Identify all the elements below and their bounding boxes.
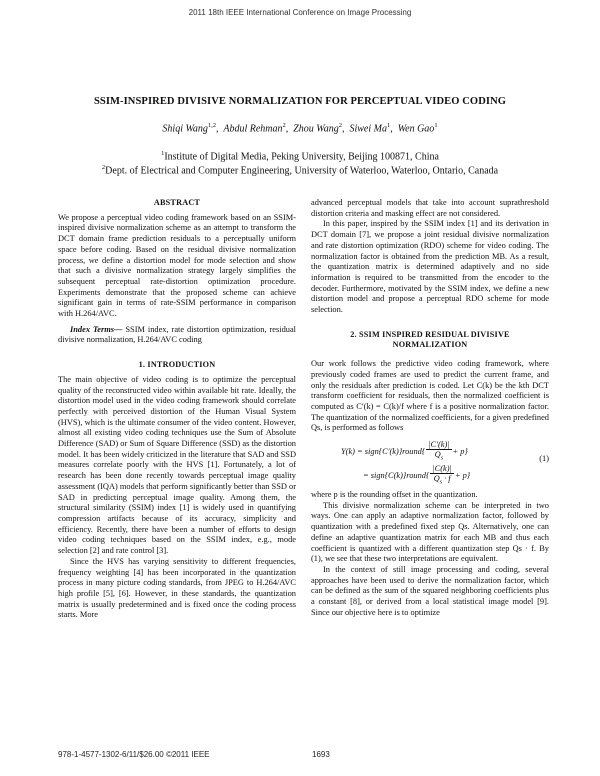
right-paragraph-1: advanced perceptual models that take into account suprathreshold distortion criteria and masking effect are not considered. — [311, 198, 549, 218]
author-separator: , — [341, 123, 350, 135]
author-list — [0, 122, 600, 134]
right-paragraph-2: In this paper, inspired by the SSIM index [1] and its derivation in DCT domain [7], we propose a joint residual divisive normalization and rate distortion optimization (RDO) scheme for video coding. The normalization factor is obtained from the prediction MB. As a result, the quantization matrix is determined adaptively and no side information is required to be transmitted from the encoder to the decoder. Furthermore, motivated by the SSIM index, we define a new distortion model and propose a perceptual RDO scheme for mode selection. — [311, 219, 549, 315]
abstract-body: We propose a perceptual video coding framework based on an SSIM-inspired divisive normalization scheme as an attempt to transform the DCT domain frame prediction residuals to a perceptually uniform space before coding. Based on the residual divisive normalization process, we define a distortion model for mode selection and show that such a divisive normalization strategy largely simplifies the subsequent perceptual rate-distortion optimization procedure. Experiments demonstrate that the proposed scheme can achieve significant gain in terms of rate-SSIM performance in comparison with H.264/AVC. — [58, 212, 296, 319]
author-name: Wen Gao — [397, 123, 435, 135]
affiliation-2-marker: 2 — [101, 164, 106, 171]
equation-1-number: (1) — [539, 454, 549, 464]
affiliation-2-text: Dept. of Electrical and Computer Engineering, University of Waterloo, Waterloo, Ontario, Canada — [105, 165, 499, 177]
affiliation-2 — [0, 164, 600, 176]
left-column — [58, 198, 296, 621]
intro-paragraph-2: Since the HVS has varying sensitivity to different frequencies, frequency weighting [4] has been incorporated in the quantization process in many picture coding standards, from JPEG to H.264/AVC high profile [5], [6]. However, in these standards, the quantization matrix is usually predetermined and is fixed once the coding process starts. More — [58, 556, 296, 620]
section2-heading-line2: NORMALIZATION — [392, 340, 468, 350]
author-affiliation-marker: 2 — [338, 122, 342, 129]
author-affiliation-marker: 1 — [386, 122, 391, 129]
index-terms — [58, 325, 296, 346]
section2-paragraph-2: where p is the rounding offset in the quantization. — [311, 490, 478, 500]
intro-paragraph-1: The main objective of video coding is to optimize the perceptual quality of the reconstructed video within available bit rate. Ideally, the distortion model used in the video coding framework should correlate perfectly with perceived distortion of the Human Visual System (HVS), which is the ultimate consumer of the video content. However, almost all existing video coding techniques use the Sum of Absolute Difference (SAD) or Sum of Square Difference (SSD) as the distortion model. It has been widely criticized in the literature that SAD and SSD measures correlate poorly with the HVS [1]. Fortunately, a lot of research has been done recently towards perceptual image quality assessment (IQA) models that perform significantly better than SSD or SAD in predicting perceptual image quality. Among them, the structural similarity (SSIM) index [1] is widely used in quantifying compression artifacts because of its accuracy, simplicity and efficiency. Recently, there have been a number of efforts to design video coding techniques based on the SSIM index, e.g., mode selection [2] and rate control [3]. — [58, 374, 296, 556]
author-separator: , — [390, 123, 398, 135]
affiliation-1 — [0, 150, 600, 162]
author-name: Zhou Wang — [293, 123, 339, 135]
equation-1-line2: = sign{C(k)}round{ $\frac{|C(k)|}{Q_s \cdot f}$ + p} — [363, 464, 471, 486]
author-affiliation-marker: 1,2 — [207, 122, 217, 129]
section2-paragraph-1: Our work follows the predictive video coding framework, where previously coded frames are used to predict the current frame, and only the residuals after prediction is coded. Let C(k) be the kth DCT transform coefficient for residuals, then the normalized coefficient is computed as C′(k) = C(k)/f where f is a positive normalization factor. The quantization of the normalized coefficients, for a given predefined Qs, is performed as follows — [311, 359, 549, 433]
equation-1 — [311, 438, 549, 488]
author-name: Abdul Rehman — [223, 123, 283, 135]
author-name: Siwei Ma — [349, 123, 387, 135]
intro-heading: 1. INTRODUCTION — [138, 360, 216, 370]
section2-heading-line1: 2. SSIM INSPIRED RESIDUAL DIVISIVE — [350, 329, 510, 339]
index-terms-text: SSIM index, rate distortion optimization, residual divisive normalization, H.264/AVC coding — [58, 324, 296, 345]
right-column — [311, 198, 549, 619]
affiliation-1-text: Institute of Digital Media, Peking University, Beijing 100871, China — [164, 151, 439, 163]
abstract-heading: ABSTRACT — [153, 198, 201, 207]
author-separator: , — [216, 123, 224, 135]
conference-header: 2011 18th IEEE International Conference on Image Processing — [188, 8, 412, 17]
section2-paragraph-3: This divisive normalization scheme can be interpreted in two ways. One can apply an adaptive normalization factor, followed by quantization with a predefined fixed step Qs. Alternatively, one can define an adaptive quantization matrix for each MB and thus each coefficient is quantized with a different quantization step Qs · f. By (1), we see that these two interpretations are equivalent. — [311, 500, 549, 564]
author-affiliation-marker: 2 — [282, 122, 286, 129]
paper-title: SSIM-INSPIRED DIVISIVE NORMALIZATION FOR PERCEPTUAL VIDEO CODING — [93, 96, 507, 107]
affiliation-1-marker: 1 — [161, 150, 165, 157]
equation-1-line1: Y(k) = sign{C′(k)}round{ $\frac{|C'(k)|}{Q_s}$ + p} — [341, 440, 468, 462]
author-name: Shiqi Wang — [162, 123, 208, 135]
page-number: 1693 — [312, 750, 330, 759]
author-affiliation-marker: 1 — [434, 122, 438, 129]
author-separator: , — [285, 123, 294, 135]
section2-paragraph-4: In the context of still image processing and coding, several approaches have been used to derive the normalization factor, which can be defined as the sum of the squared neighboring coefficients plus a constant [8], or derived from a local statistical image model [9]. Since our objective here is to optimize — [311, 564, 549, 617]
index-terms-label: Index Terms— — [70, 324, 123, 334]
footer-isbn: 978-1-4577-1302-6/11/$26.00 ©2011 IEEE — [58, 750, 210, 759]
